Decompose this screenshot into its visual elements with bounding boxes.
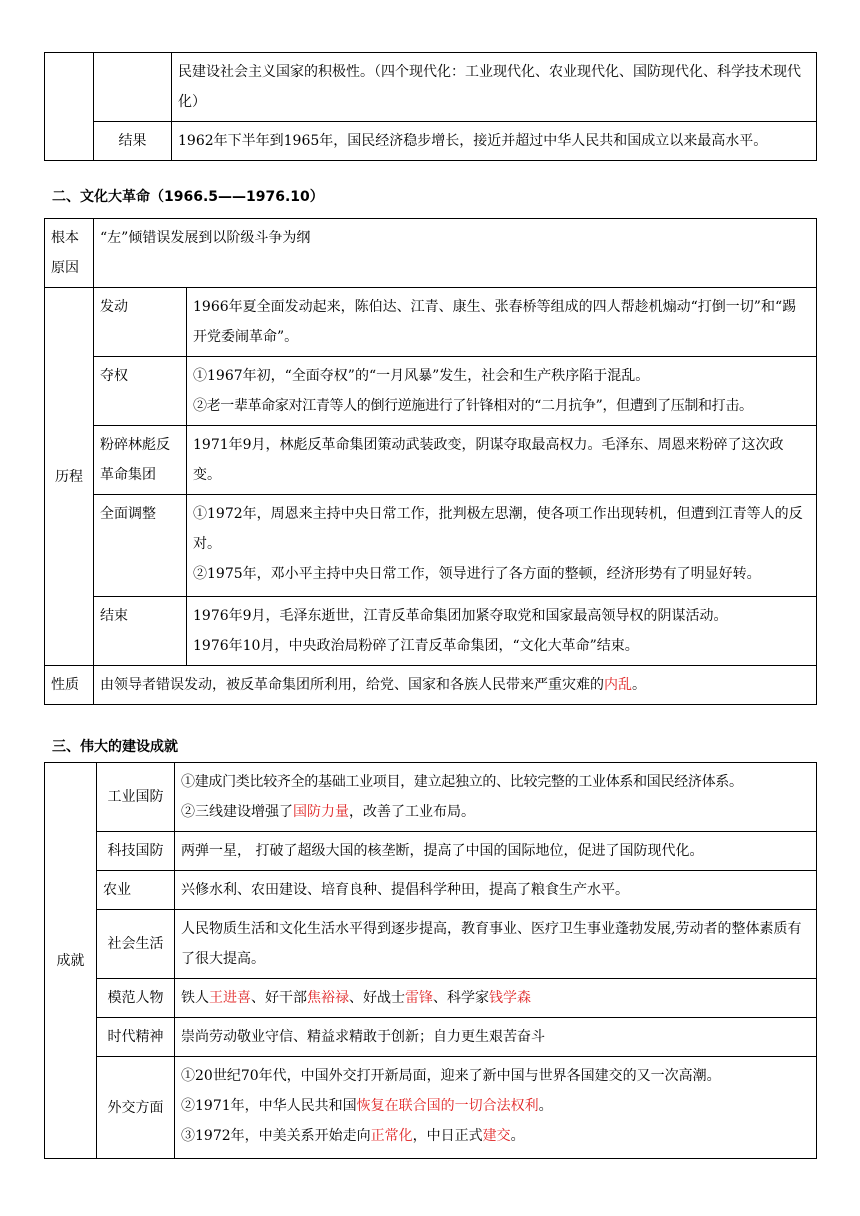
model-p1: 铁人 bbox=[181, 990, 209, 1006]
model-figures-text bbox=[175, 979, 817, 1018]
section-heading-cultural-revolution: 二、文化大革命（1966.5——1976.10） bbox=[52, 189, 324, 205]
end-line-1: 1976年9月，毛泽东逝世，江青反革命集团加紧夺取党和国家最高领导权的阴谋活动。 bbox=[193, 608, 728, 624]
empty-label-cell bbox=[94, 53, 172, 122]
row-label-end: 结束 bbox=[94, 597, 187, 666]
model-name-1: 王进喜 bbox=[209, 990, 251, 1006]
industry-line-2-a: ②三线建设增强了 bbox=[181, 804, 293, 820]
nature-main: 由领导者错误发动，被反革命集团所利用，给党、国家和各族人民带来严重灾难的 bbox=[100, 677, 604, 693]
spirit-text: 崇尚劳动敬业守信、精益求精敢于创新；自力更生艰苦奋斗 bbox=[175, 1018, 817, 1057]
row-text-lin-biao bbox=[187, 426, 817, 495]
industry-label: 工业国防 bbox=[97, 763, 175, 832]
root-cause-text: “左”倾错误发展到以阶级斗争为纲 bbox=[94, 219, 817, 288]
industry-text bbox=[175, 763, 817, 832]
diplomacy-line-3-highlight-2: 建交 bbox=[482, 1128, 511, 1144]
diplomacy-line-2 bbox=[181, 1091, 810, 1121]
diplomacy-line-2-b: 。 bbox=[538, 1098, 553, 1114]
industry-line-2-highlight: 国防力量 bbox=[293, 804, 349, 820]
modernization-text: 民建设社会主义国家的积极性。（四个现代化：工业现代化、农业现代化、国防现代化、科学技术现代化） bbox=[172, 53, 817, 122]
row-label-lin-biao: 粉碎林彪反革命集团 bbox=[94, 426, 187, 495]
row-label-seize-power: 夺权 bbox=[94, 357, 187, 426]
section-heading-achievements: 三、伟大的建设成就 bbox=[52, 739, 178, 755]
merged-empty-cell bbox=[45, 53, 94, 161]
diplomacy-line-2-a: ②1971年，中华人民共和国 bbox=[181, 1098, 357, 1114]
model-p2: 、好干部 bbox=[251, 990, 307, 1006]
social-life-text: 人民物质生活和文化生活水平得到逐步提高，教育事业、医疗卫生事业蓬勃发展,劳动者的整体素质有了很大提高。 bbox=[175, 910, 817, 979]
launch-line: 1966年夏全面发动起来，陈伯达、江青、康生、张春桥等组成的四人帮趁机煽动“打倒一切”和“踢开党委闹革命”。 bbox=[193, 299, 797, 345]
row-text-launch bbox=[187, 288, 817, 357]
adjustment-line-2: ②1975年，邓小平主持中央日常工作，领导进行了各方面的整顿，经济形势有了明显好转。 bbox=[193, 566, 761, 582]
row-text-seize-power bbox=[187, 357, 817, 426]
diplomacy-line-2-highlight: 恢复在联合国的一切合法权利 bbox=[356, 1098, 539, 1114]
diplomacy-text bbox=[175, 1057, 817, 1159]
industry-line-2 bbox=[181, 797, 810, 827]
diplomacy-label: 外交方面 bbox=[97, 1057, 175, 1159]
row-label-adjustment: 全面调整 bbox=[94, 495, 187, 597]
achievements-label: 成就 bbox=[45, 763, 97, 1159]
adjustment-line-1: ①1972年，周恩来主持中央日常工作，批判极左思潮，使各项工作出现转机，但遭到江青等人的反对。 bbox=[193, 506, 803, 552]
model-p4: 、科学家 bbox=[433, 990, 489, 1006]
process-label: 历程 bbox=[45, 288, 94, 666]
nature-end: 。 bbox=[632, 677, 646, 693]
tech-label: 科技国防 bbox=[97, 832, 175, 871]
model-name-2: 焦裕禄 bbox=[307, 990, 349, 1006]
agriculture-text: 兴修水利、农田建设、培育良种、提倡科学种田，提高了粮食生产水平。 bbox=[175, 871, 817, 910]
nature-label: 性质 bbox=[45, 666, 94, 705]
model-p3: 、好战士 bbox=[349, 990, 405, 1006]
model-name-4: 钱学森 bbox=[489, 990, 531, 1006]
diplomacy-line-3 bbox=[181, 1121, 810, 1151]
tech-text: 两弹一星， 打破了超级大国的核垄断，提高了中国的国际地位，促进了国防现代化。 bbox=[175, 832, 817, 871]
social-life-label: 社会生活 bbox=[97, 910, 175, 979]
table-achievements bbox=[44, 762, 817, 1159]
diplomacy-line-3-b: ，中日正式 bbox=[412, 1128, 483, 1144]
result-text: 1962年下半年到1965年，国民经济稳步增长，接近并超过中华人民共和国成立以来最高水平。 bbox=[172, 122, 817, 161]
lin-biao-line: 1971年9月，林彪反革命集团策动武装政变，阴谋夺取最高权力。毛泽东、周恩来粉碎了这次政变。 bbox=[193, 437, 784, 483]
nature-text bbox=[94, 666, 817, 705]
industry-line-2-b: ，改善了工业布局。 bbox=[349, 804, 475, 820]
agriculture-label: 农业 bbox=[97, 871, 175, 910]
spirit-label: 时代精神 bbox=[97, 1018, 175, 1057]
nature-highlight: 内乱 bbox=[604, 677, 632, 693]
row-label-launch: 发动 bbox=[94, 288, 187, 357]
diplomacy-line-3-highlight-1: 正常化 bbox=[370, 1128, 413, 1144]
model-figures-label: 模范人物 bbox=[97, 979, 175, 1018]
table-cultural-revolution bbox=[44, 218, 817, 705]
table-reform-continuation bbox=[44, 52, 817, 161]
row-text-end bbox=[187, 597, 817, 666]
end-line-2: 1976年10月，中央政治局粉碎了江青反革命集团，“文化大革命”结束。 bbox=[193, 638, 639, 654]
diplomacy-line-3-c: 。 bbox=[510, 1128, 525, 1144]
model-name-3: 雷锋 bbox=[405, 990, 433, 1006]
root-cause-label: 根本原因 bbox=[45, 219, 94, 288]
result-label: 结果 bbox=[94, 122, 172, 161]
industry-line-1: ①建成门类比较齐全的基础工业项目，建立起独立的、比较完整的工业体系和国民经济体系。 bbox=[181, 774, 743, 790]
diplomacy-line-1: ①20世纪70年代，中国外交打开新局面，迎来了新中国与世界各国建交的又一次高潮。 bbox=[181, 1068, 721, 1084]
seize-power-line-2: ②老一辈革命家对江青等人的倒行逆施进行了针锋相对的“二月抗争”，但遭到了压制和打击。 bbox=[193, 398, 753, 414]
diplomacy-line-3-a: ③1972年，中美关系开始走向 bbox=[181, 1128, 371, 1144]
seize-power-line-1: ①1967年初，“全面夺权”的“一月风暴”发生，社会和生产秩序陷于混乱。 bbox=[193, 368, 650, 384]
row-text-adjustment bbox=[187, 495, 817, 597]
